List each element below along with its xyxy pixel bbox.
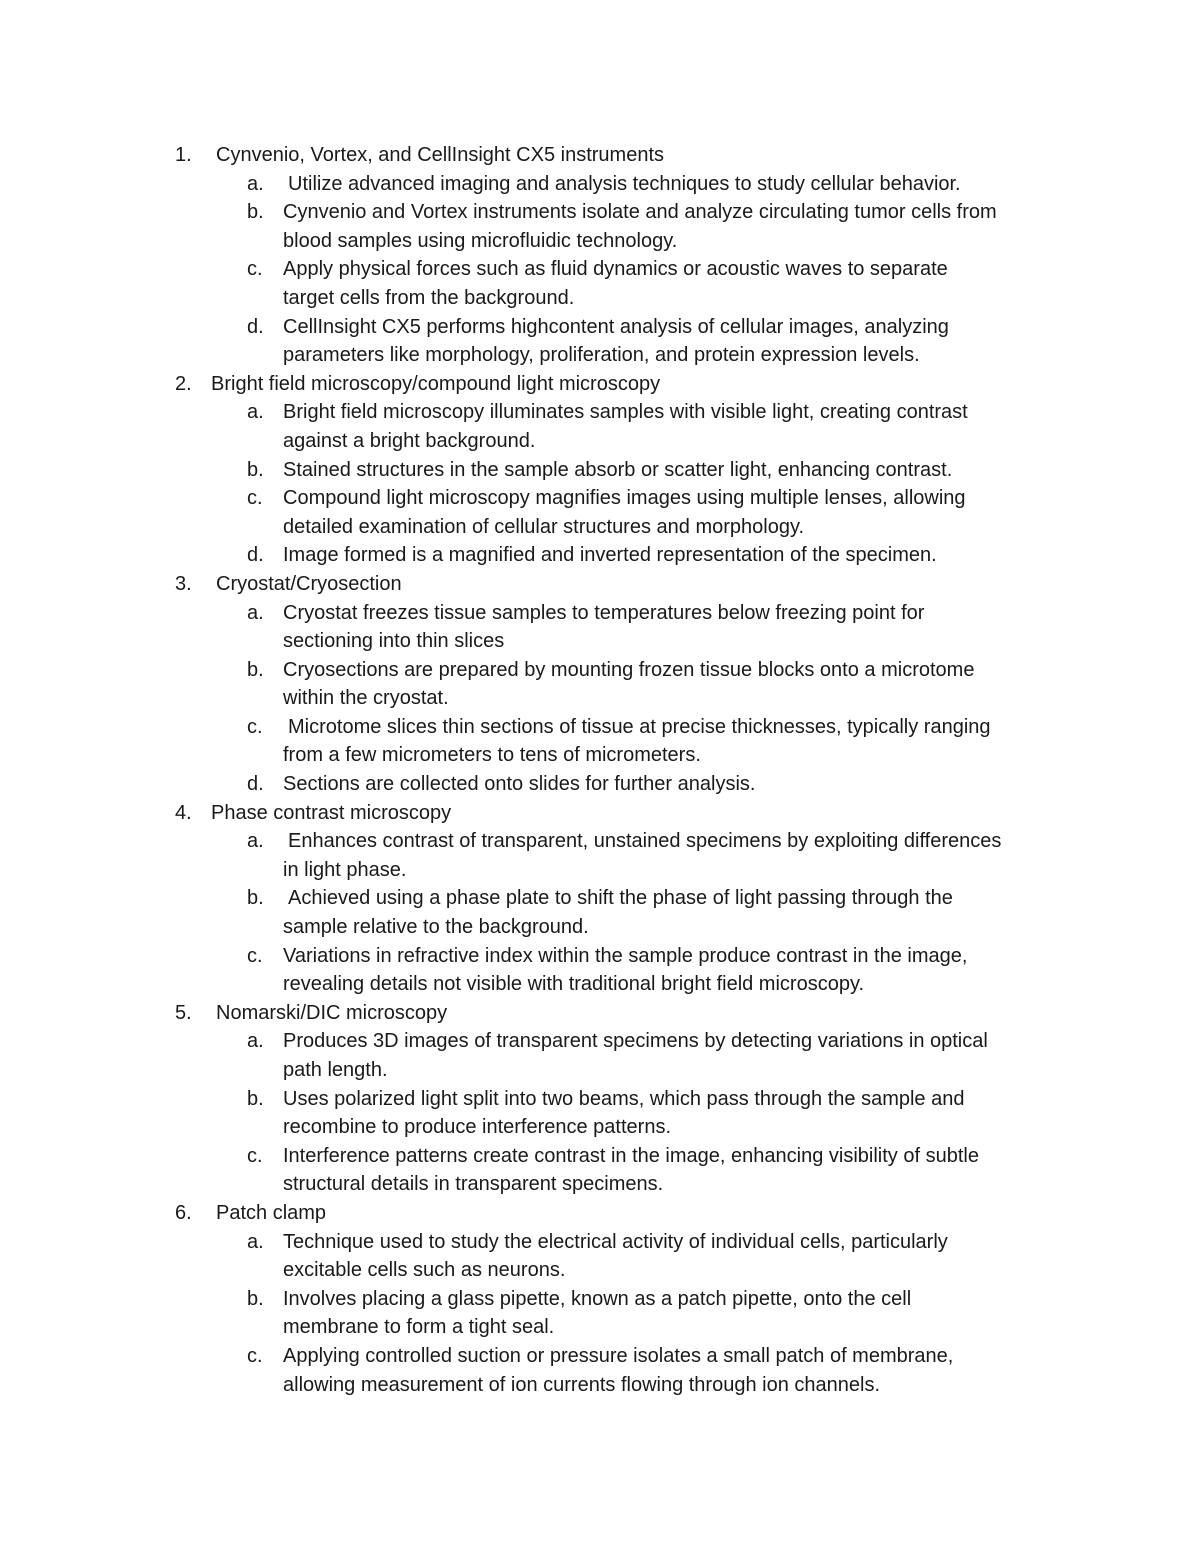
- list-item: [0, 1142, 1200, 1171]
- list-item: [0, 1285, 1200, 1314]
- item-text: Stained structures in the sample absorb or scatter light, enhancing contrast.: [283, 458, 953, 481]
- item-letter: c.: [247, 487, 263, 510]
- list-item: [0, 255, 1200, 284]
- item-text: target cells from the background.: [283, 286, 575, 309]
- list-item-continuation: [0, 513, 1200, 542]
- item-text: Interference patterns create contrast in the image, enhancing visibility of subtle: [283, 1144, 979, 1167]
- list-item: [0, 1027, 1200, 1056]
- section-heading: [0, 141, 1200, 170]
- section-title: Patch clamp: [216, 1201, 327, 1224]
- section-title: Nomarski/DIC microscopy: [216, 1001, 448, 1024]
- item-text: in light phase.: [283, 858, 407, 881]
- item-text: Technique used to study the electrical activity of individual cells, particularly: [283, 1230, 948, 1253]
- list-item: [0, 1228, 1200, 1257]
- list-item: [0, 942, 1200, 971]
- list-item-continuation: [0, 1313, 1200, 1342]
- item-letter: a.: [247, 172, 264, 195]
- item-letter: b.: [247, 658, 264, 681]
- item-text: excitable cells such as neurons.: [283, 1259, 566, 1282]
- list-item-continuation: [0, 1371, 1200, 1400]
- item-text: Cryostat freezes tissue samples to temperatures below freezing point for: [283, 601, 925, 624]
- list-item: [0, 541, 1200, 570]
- list-item: [0, 170, 1200, 199]
- item-letter: b.: [247, 1287, 264, 1310]
- item-letter: c.: [247, 1144, 263, 1167]
- item-letter: d.: [247, 544, 264, 567]
- list-item-continuation: [0, 1056, 1200, 1085]
- list-item-continuation: [0, 1256, 1200, 1285]
- item-text: path length.: [283, 1059, 388, 1081]
- item-text: Bright field microscopy illuminates samples with visible light, creating contrast: [283, 401, 968, 424]
- item-text: revealing details not visible with traditional bright field microscopy.: [283, 973, 865, 996]
- item-text: Sections are collected onto slides for further analysis.: [283, 773, 756, 796]
- item-text: recombine to produce interference patterns.: [283, 1116, 671, 1139]
- item-letter: c.: [247, 944, 263, 967]
- item-text: Variations in refractive index within the sample produce contrast in the image,: [283, 944, 968, 967]
- list-item-continuation: [0, 284, 1200, 313]
- section-number: 4.: [175, 801, 192, 824]
- section-title: Phase contrast microscopy: [211, 801, 452, 824]
- list-item-continuation: [0, 627, 1200, 656]
- list-item: [0, 398, 1200, 427]
- list-item: [0, 884, 1200, 913]
- item-letter: d.: [247, 773, 264, 796]
- section-heading: [0, 1199, 1200, 1228]
- list-item-continuation: [0, 741, 1200, 770]
- item-text: parameters like morphology, proliferation, and protein expression levels.: [283, 344, 920, 367]
- list-item: [0, 1342, 1200, 1371]
- item-text: within the cryostat.: [283, 687, 449, 710]
- section-number: 5.: [175, 1001, 192, 1024]
- list-item: [0, 827, 1200, 856]
- item-text: CellInsight CX5 performs highcontent analysis of cellular images, analyzing: [283, 315, 949, 338]
- item-letter: a.: [247, 601, 264, 624]
- section-heading: [0, 799, 1200, 828]
- section-heading: [0, 370, 1200, 399]
- item-text: allowing measurement of ion currents flowing through ion channels.: [283, 1373, 881, 1396]
- item-text: sectioning into thin slices: [283, 630, 505, 653]
- list-item-continuation: [0, 427, 1200, 456]
- item-letter: b.: [247, 458, 264, 481]
- list-item: [0, 1085, 1200, 1114]
- list-item-continuation: [0, 341, 1200, 370]
- item-text: sample relative to the background.: [283, 916, 589, 939]
- section-title: Cynvenio, Vortex, and CellInsight CX5 instruments: [216, 144, 664, 166]
- list-item: [0, 484, 1200, 513]
- item-text: Utilize advanced imaging and analysis techniques to study cellular behavior.: [288, 172, 961, 195]
- item-text: Cynvenio and Vortex instruments isolate and analyze circulating tumor cells from: [283, 201, 997, 224]
- section-number: 1.: [175, 144, 192, 166]
- item-text: Enhances contrast of transparent, unstained specimens by exploiting differences: [288, 830, 1002, 853]
- item-text: Involves placing a glass pipette, known as a patch pipette, onto the cell: [283, 1287, 912, 1310]
- list-item-continuation: [0, 684, 1200, 713]
- item-text: Applying controlled suction or pressure isolates a small patch of membrane,: [283, 1344, 954, 1367]
- item-text: blood samples using microfluidic technology.: [283, 229, 678, 252]
- item-letter: a.: [247, 830, 264, 853]
- list-item: [0, 770, 1200, 799]
- section-heading: [0, 570, 1200, 599]
- item-text: Uses polarized light split into two beams, which pass through the sample and: [283, 1087, 965, 1110]
- item-letter: a.: [247, 1230, 264, 1253]
- item-text: Compound light microscopy magnifies images using multiple lenses, allowing: [283, 487, 966, 510]
- item-text: structural details in transparent specimens.: [283, 1173, 664, 1196]
- section-number: 6.: [175, 1201, 192, 1224]
- list-item: [0, 599, 1200, 628]
- item-text: against a bright background.: [283, 429, 536, 452]
- section-number: 3.: [175, 572, 192, 595]
- item-letter: c.: [247, 1344, 263, 1367]
- item-letter: a.: [247, 401, 264, 424]
- list-item-continuation: [0, 856, 1200, 885]
- list-item: [0, 656, 1200, 685]
- item-text: from a few micrometers to tens of micrometers.: [283, 744, 701, 767]
- item-text: Microtome slices thin sections of tissue at precise thicknesses, typically ranging: [288, 715, 991, 738]
- item-letter: b.: [247, 201, 264, 224]
- item-letter: b.: [247, 887, 264, 910]
- list-item-continuation: [0, 970, 1200, 999]
- outline-list: [0, 141, 1200, 1399]
- section-heading: [0, 999, 1200, 1028]
- item-text: Achieved using a phase plate to shift the phase of light passing through the: [288, 887, 953, 910]
- item-text: Cryosections are prepared by mounting frozen tissue blocks onto a microtome: [283, 658, 975, 681]
- item-letter: c.: [247, 715, 263, 738]
- list-item-continuation: [0, 913, 1200, 942]
- section-title: Cryostat/Cryosection: [216, 572, 402, 595]
- list-item: [0, 313, 1200, 342]
- list-item: [0, 456, 1200, 485]
- list-item-continuation: [0, 227, 1200, 256]
- list-item: [0, 713, 1200, 742]
- section-title: Bright field microscopy/compound light microscopy: [211, 372, 661, 395]
- item-letter: c.: [247, 258, 263, 281]
- section-number: 2.: [175, 372, 192, 395]
- list-item: [0, 198, 1200, 227]
- item-text: detailed examination of cellular structures and morphology.: [283, 515, 805, 538]
- item-letter: b.: [247, 1087, 264, 1110]
- item-text: Apply physical forces such as fluid dynamics or acoustic waves to separate: [283, 258, 948, 281]
- item-letter: a.: [247, 1030, 264, 1053]
- item-text: membrane to form a tight seal.: [283, 1316, 555, 1339]
- list-item-continuation: [0, 1113, 1200, 1142]
- list-item-continuation: [0, 1170, 1200, 1199]
- item-text: Image formed is a magnified and inverted representation of the specimen.: [283, 544, 937, 567]
- item-text: Produces 3D images of transparent specimens by detecting variations in optical: [283, 1030, 988, 1053]
- item-letter: d.: [247, 315, 264, 338]
